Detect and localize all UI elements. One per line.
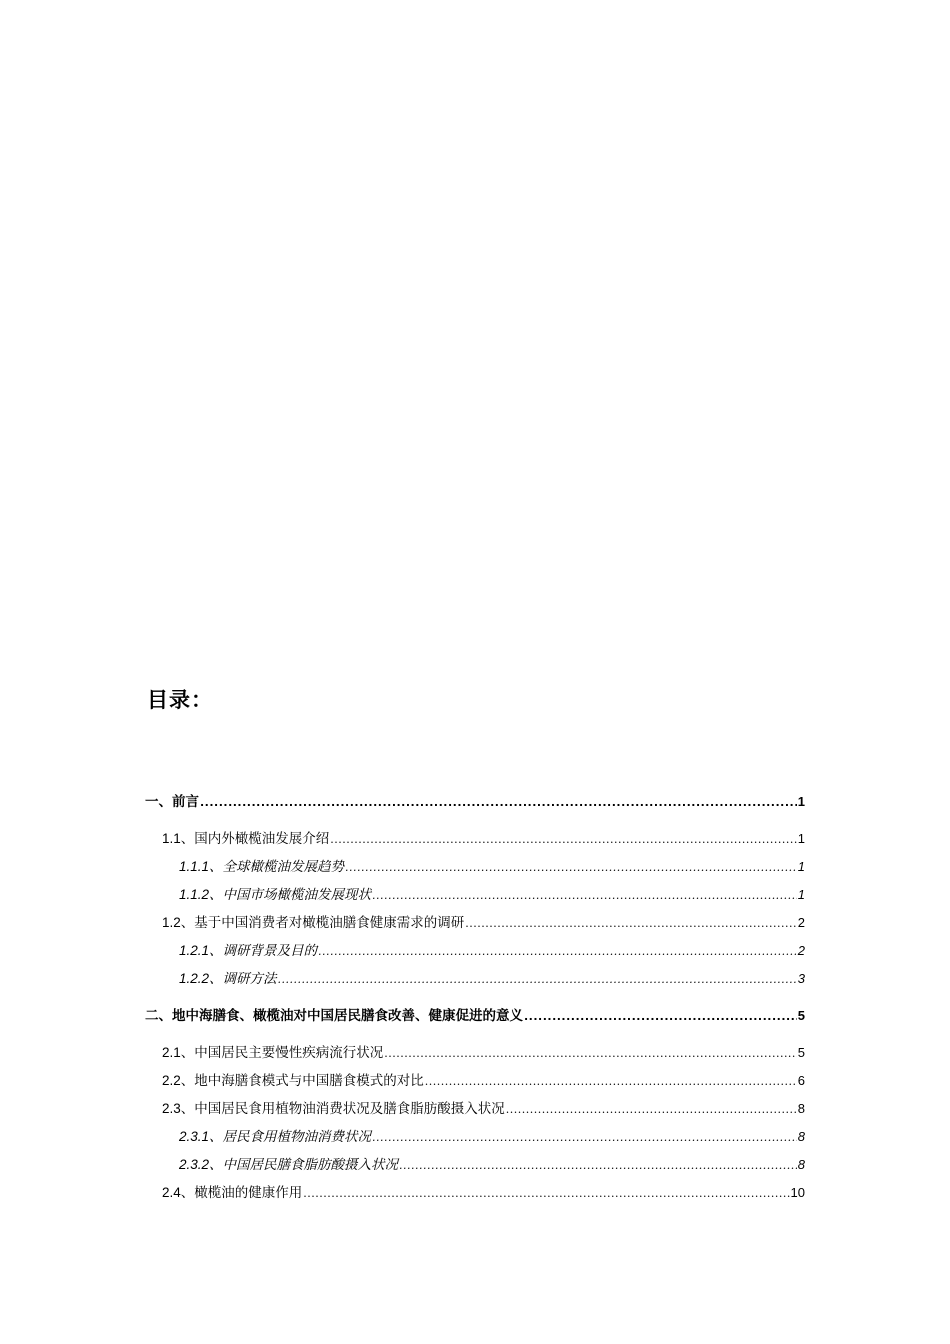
toc-leader-dots: [524, 1008, 797, 1026]
toc-leader-dots: [399, 1157, 797, 1175]
toc-entry-label: 、调研方法: [209, 971, 277, 987]
toc-leader-dots: [318, 943, 797, 961]
toc-leader-dots: [303, 1185, 789, 1203]
toc-leader-dots: [465, 915, 796, 933]
toc-page-number: 1: [797, 794, 805, 809]
toc-entry[interactable]: [162, 914, 805, 933]
toc-leader-dots: [330, 831, 796, 849]
toc-entry-label: 、地中海膳食模式与中国膳食模式的对比: [180, 1073, 424, 1089]
toc-entry[interactable]: [162, 830, 805, 849]
toc-entry[interactable]: [162, 1184, 805, 1203]
toc-entry-label: 、居民食用植物油消费状况: [209, 1129, 372, 1145]
toc-page-number: 5: [797, 1008, 805, 1023]
toc-page-number: 5: [797, 1045, 805, 1060]
toc-entry[interactable]: [179, 970, 805, 989]
toc-page-number: 8: [797, 1129, 805, 1144]
toc-title: 目录：: [147, 688, 213, 712]
toc-page-number: 6: [797, 1073, 805, 1088]
toc-entry-label: 、橄榄油的健康作用: [180, 1185, 303, 1201]
toc-leader-dots: [372, 887, 797, 905]
toc-entry-label: 一、前言: [145, 794, 199, 810]
toc-entry-label: 二、地中海膳食、橄榄油对中国居民膳食改善、健康促进的意义: [145, 1008, 523, 1024]
toc-entry[interactable]: [179, 1156, 805, 1175]
toc-entry-label: 、基于中国消费者对橄榄油膳食健康需求的调研: [180, 915, 465, 931]
toc-entry-number: 2.1: [162, 1045, 181, 1060]
toc-entry-label: 、中国居民膳食脂肪酸摄入状况: [209, 1157, 399, 1173]
toc-leader-dots: [425, 1073, 797, 1091]
toc-leader-dots: [384, 1045, 796, 1063]
toc-entry-label: 、国内外橄榄油发展介绍: [180, 831, 330, 847]
toc-leader-dots: [345, 859, 797, 877]
toc-entry-label: 、中国居民食用植物油消费状况及膳食脂肪酸摄入状况: [180, 1101, 505, 1117]
toc-entry-number: 2.4: [162, 1185, 181, 1200]
toc-leader-dots: [278, 971, 797, 989]
toc-entry-number: 1.1.2: [179, 887, 210, 902]
toc-page-number: 10: [790, 1185, 805, 1200]
toc-entry[interactable]: [145, 1007, 805, 1026]
toc-page-number: 2: [797, 915, 805, 930]
toc-entry-number: 2.3: [162, 1101, 181, 1116]
toc-leader-dots: [200, 794, 797, 812]
toc-entry[interactable]: [179, 858, 805, 877]
toc-leader-dots: [506, 1101, 797, 1119]
toc-entry[interactable]: [162, 1044, 805, 1063]
toc-page-number: 1: [797, 887, 805, 902]
toc-leader-dots: [372, 1129, 797, 1147]
toc-entry[interactable]: [179, 942, 805, 961]
toc-page-number: 8: [797, 1101, 805, 1116]
toc-page-number: 2: [797, 943, 805, 958]
toc-entry-number: 1.1.1: [179, 859, 210, 874]
toc-entry-label: 、全球橄榄油发展趋势: [209, 859, 345, 875]
toc-entry-number: 1.1: [162, 831, 181, 846]
toc-page-number: 3: [797, 971, 805, 986]
toc-entry-number: 1.2.1: [179, 943, 210, 958]
toc-page-number: 1: [797, 831, 805, 846]
toc-entry-label: 、中国居民主要慢性疾病流行状况: [180, 1045, 384, 1061]
toc-entry[interactable]: [145, 793, 805, 812]
toc-entry-number: 2.3.2: [179, 1157, 210, 1172]
toc-entry-label: 、调研背景及目的: [209, 943, 318, 959]
toc-page-number: 8: [797, 1157, 805, 1172]
toc-page-number: 1: [797, 859, 805, 874]
toc-entry-number: 2.2: [162, 1073, 181, 1088]
toc-entry-number: 1.2: [162, 915, 181, 930]
toc-entry-label: 、中国市场橄榄油发展现状: [209, 887, 372, 903]
toc-entry-number: 2.3.1: [179, 1129, 210, 1144]
toc-entry[interactable]: [179, 886, 805, 905]
toc-entry[interactable]: [179, 1128, 805, 1147]
toc-entry[interactable]: [162, 1100, 805, 1119]
toc-entry[interactable]: [162, 1072, 805, 1091]
toc-entry-number: 1.2.2: [179, 971, 210, 986]
